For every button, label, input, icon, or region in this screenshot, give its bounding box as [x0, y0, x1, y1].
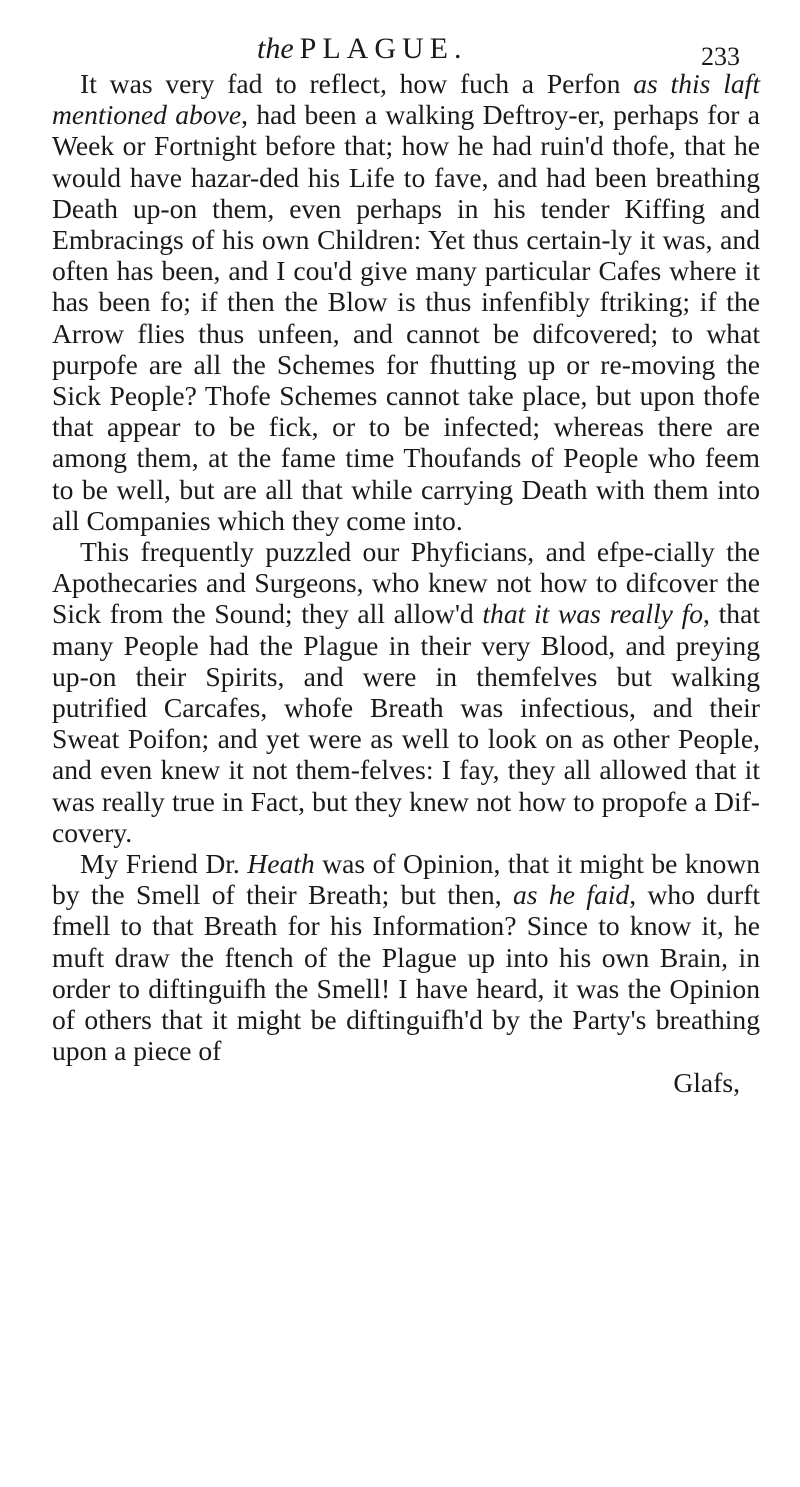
running-head-article: the — [257, 32, 294, 65]
text-run: My Friend Dr. — [80, 848, 248, 880]
paragraph-3 — [52, 848, 760, 1066]
italic-run: as this laft mentioned above — [52, 68, 760, 131]
text-run: , that many People had the Plague in their very Blood, and preying up-on their Spirits, and were in themfelves but walking putrified Carcafes, whofe Breath was infectious, and their Sweat Poifon; and yet were as well to look on as other People, and even knew it not them-felves: I fay, they all allowed that it was really true in Fact, but they knew not how to propofe a Dif-covery. — [52, 598, 760, 848]
paragraph-2 — [52, 536, 760, 848]
italic-run: Heath — [247, 848, 315, 880]
paragraph-1 — [52, 68, 760, 536]
text-run: It was very fad to reflect, how fuch a Perfon — [80, 68, 634, 99]
italic-run: that it was really fo — [482, 598, 704, 630]
text-run: This frequently puzzled our Phyficians, and efpe-cially the Apothecaries and Surgeons, who knew not how to difcover the Sick from the Sound; they all allow'd — [52, 536, 760, 630]
running-head — [257, 32, 468, 66]
italic-run: as he faid — [513, 879, 630, 911]
text-run: , had been a walking Deftroy-er, perhaps for a Week or Fortnight before that; how he had ruin'd thofe, that he would have hazar-ded his Life to fave, and had been breathing Death up-on them, even perhaps in his tender Kiffing and Embracings of his own Children: Yet thus certain-ly it was, and often has been, and I cou'd give many particular Cafes where it has been fo; if then the Blow is thus infenfibly ftriking; if the Arrow flies thus unfeen, and cannot be difcovered; to what purpofe are all the Schemes for fhutting up or re-moving the Sick People? Thofe Schemes cannot take place, but upon thofe that appear to be fick, or to be infected; whereas there are among them, at the fame time Thoufands of People who feem to be well, but are all that while carrying Death with them into all Companies which they come into. — [52, 99, 760, 536]
page-header — [52, 20, 760, 71]
text-run: was of Opinion, that it might be known by the Smell of their Breath; but then, — [52, 848, 760, 911]
catchword: Glafs, — [673, 1066, 740, 1098]
running-head-title: PLAGUE. — [299, 32, 468, 65]
text-run: , who durft fmell to that Breath for his Information? Since to know it, he muft draw the ftench of the Plague up into his own Brain, in order to diftinguifh the Smell! I have heard, it was the Opinion of others that it might be diftinguifh'd by the Party's breathing upon a piece of — [52, 879, 761, 1067]
page-number: 233 — [701, 42, 740, 71]
body-text — [52, 68, 760, 1067]
